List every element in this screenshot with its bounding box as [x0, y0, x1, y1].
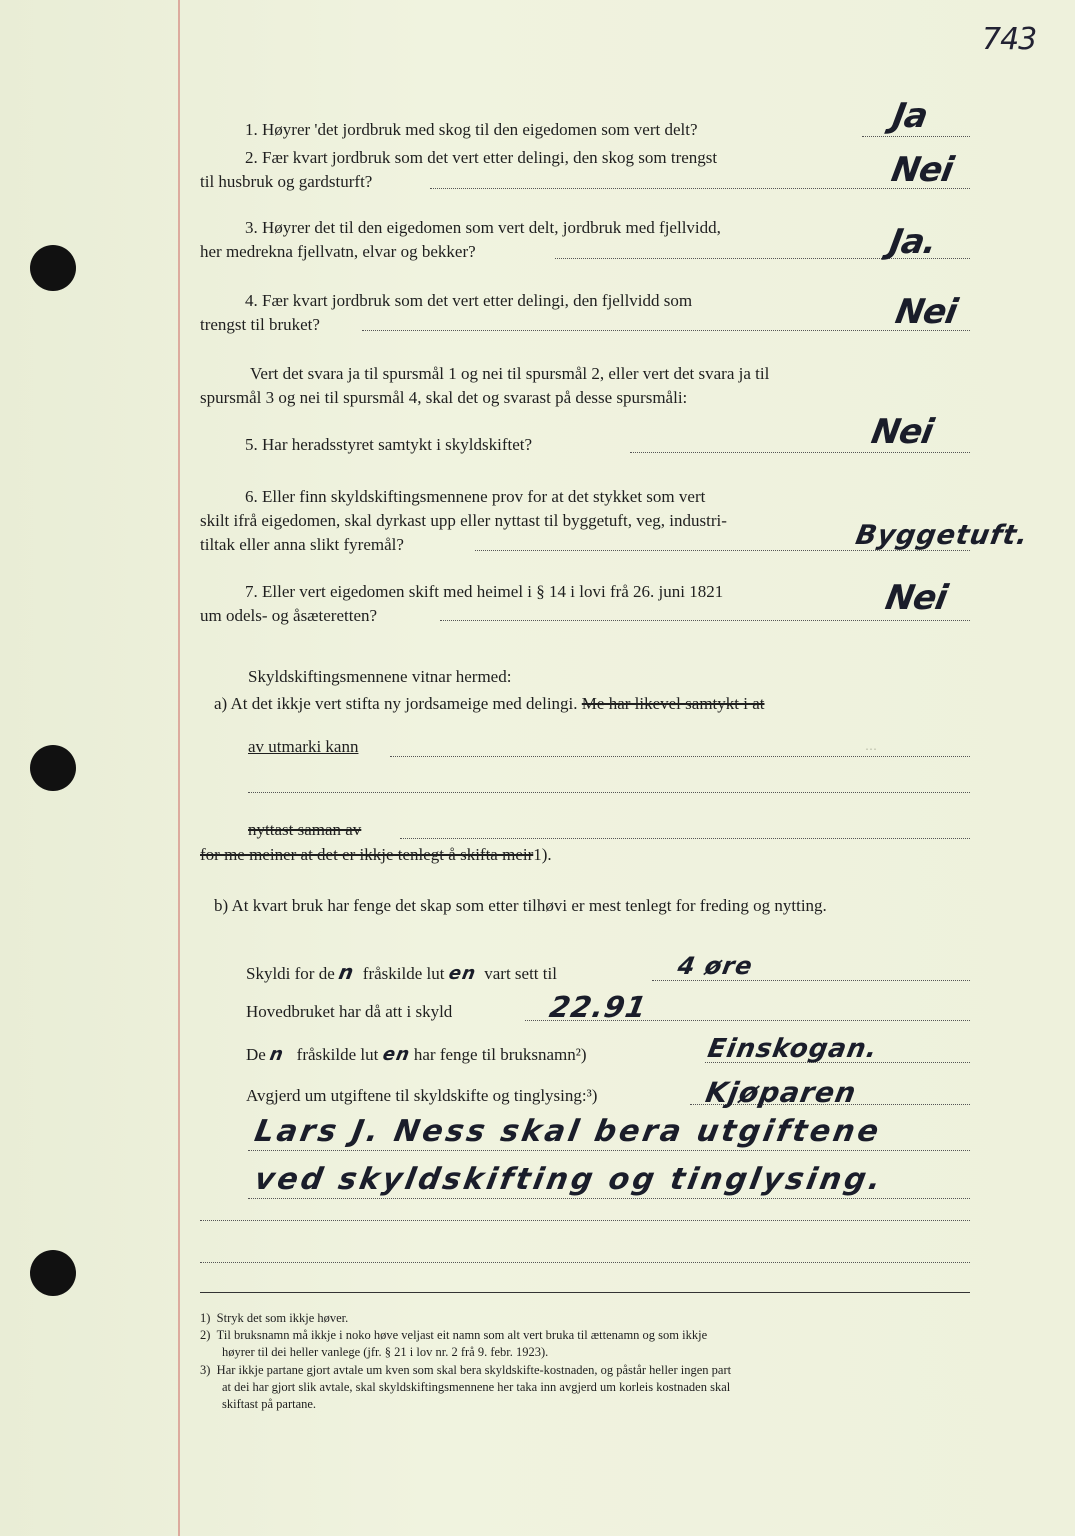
intro-text	[200, 362, 972, 410]
fill-line	[390, 756, 970, 757]
footnote-2	[200, 1327, 972, 1361]
witness-a-line2	[248, 737, 358, 757]
answer-5: Nei	[868, 412, 936, 452]
handwritten-entry: n	[268, 1044, 286, 1065]
margin-rule	[178, 0, 180, 1536]
question-line: 6. Eller finn skyldskiftingsmennene prov for at det stykket som vert	[245, 487, 706, 506]
footnote-text: skiftast på partane.	[222, 1397, 317, 1411]
answer-line	[630, 452, 970, 453]
fill-line	[652, 980, 970, 981]
footnote-text: høyrer til dei heller vanlege (jfr. § 21 i lov nr. 2 frå 9. febr. 1923).	[222, 1345, 549, 1359]
witness-a-line4	[200, 845, 552, 865]
field-label: Skyldi for de	[246, 964, 335, 983]
fill-line	[400, 838, 970, 839]
fill-line	[200, 1262, 970, 1263]
fill-line	[248, 1150, 970, 1151]
answer-3: Ja.	[886, 222, 940, 262]
answer-7: Nei	[882, 578, 950, 618]
punch-hole	[30, 745, 76, 791]
question-3	[200, 216, 860, 264]
fill-line	[248, 1198, 970, 1199]
intro-line: Vert det svara ja til spursmål 1 og nei til spursmål 2, eller vert det svara ja til	[250, 364, 770, 383]
field-label: De	[246, 1045, 266, 1064]
answer-1: Ja	[889, 96, 931, 136]
struck-text: Me har likevel samtykt i at	[581, 694, 765, 713]
question-line: 4. Fær kvart jordbruk som det vert etter delingi, den fjellvidd som	[245, 291, 693, 310]
skyld-row	[246, 960, 557, 984]
avgjerd-handwriting: Kjøparen	[703, 1076, 860, 1109]
question-1	[245, 118, 865, 142]
question-line: 1. Høyrer 'det jordbruk med skog til den eigedomen som vert delt?	[245, 120, 698, 139]
hovedbruk-value: 22.91	[547, 990, 650, 1024]
skyld-value: 4 øre	[675, 952, 756, 980]
witness-b: b) At kvart bruk har fenge det skap som etter tilhøvi er mest tenlegt for freding og nytting.	[214, 896, 827, 915]
fill-line	[248, 792, 970, 793]
answer-6: Byggetuft.	[853, 520, 1031, 551]
footnote-text: Stryk det som ikkje høver.	[216, 1311, 349, 1325]
question-line: her medrekna fjellvatn, elvar og bekker?	[200, 242, 476, 261]
field-label: har fenge til bruksnamn²)	[413, 1045, 587, 1064]
punch-hole	[30, 1250, 76, 1296]
handwritten-entry: n	[336, 960, 357, 984]
field-label: fråskilde lut	[362, 964, 445, 983]
question-line: um odels- og åsæteretten?	[200, 606, 378, 625]
punch-hole	[30, 245, 76, 291]
footnote-number: 3)	[200, 1363, 211, 1377]
question-line: skilt ifrå eigedomen, skal dyrkast upp eller nyttast til byggetuft, veg, industri-	[200, 511, 727, 530]
question-line: tiltak eller anna slikt fyremål?	[200, 535, 404, 554]
bruksnamn-value: Einskogan.	[705, 1034, 881, 1064]
avgjerd-label: Avgjerd um utgiftene til skyldskifte og tinglysing:³)	[246, 1086, 598, 1105]
question-2	[200, 146, 860, 194]
fill-line	[200, 1220, 970, 1221]
footnote-separator	[200, 1292, 970, 1293]
avgjerd-handwriting: Lars J. Ness skal bera utgiftene	[251, 1114, 885, 1149]
witness-a-text: a) At det ikkje vert stifta ny jordsameige med delingi.	[214, 694, 578, 713]
handwritten-entry: en	[380, 1044, 412, 1065]
witness-a	[214, 694, 764, 714]
question-5	[245, 433, 865, 457]
hovedbruk-label: Hovedbruket har då att i skyld	[246, 1002, 453, 1021]
struck-text: av utmarki kann	[248, 737, 359, 756]
footnote-ref: 1).	[533, 845, 552, 864]
page-number: 743	[982, 22, 1037, 57]
footnote-text: Til bruksnamn må ikkje i noko høve veljast eit namn som alt vert bruka til ættenamn og som ikkje	[216, 1328, 708, 1342]
handwritten-entry: en	[446, 963, 478, 984]
struck-text: nyttast saman av	[248, 820, 362, 839]
footnote-text: at dei har gjort slik avtale, skal skyldskiftingsmennene her taka inn avgjerd um korleis kostnaden skal	[222, 1380, 731, 1394]
answer-line	[362, 330, 970, 331]
question-line: 5. Har heradsstyret samtykt i skyldskiftet?	[245, 435, 533, 454]
intro-line: spursmål 3 og nei til spursmål 4, skal det og svarast på desse spursmåli:	[200, 388, 688, 407]
struck-text: for me meiner at det er ikkje tenlegt å skifta meir	[200, 845, 534, 864]
witness-a-line3	[248, 820, 361, 840]
question-line: 2. Fær kvart jordbruk som det vert etter delingi, den skog som trengst	[245, 148, 718, 167]
witness-heading: Skyldskiftingsmennene vitnar hermed:	[248, 667, 512, 686]
footnote-3	[200, 1362, 972, 1413]
answer-2: Nei	[888, 150, 956, 190]
footnote-number: 1)	[200, 1311, 211, 1325]
answer-line	[862, 136, 970, 137]
question-line: trengst til bruket?	[200, 315, 320, 334]
question-line: 7. Eller vert eigedomen skift med heimel i § 14 i lovi frå 26. juni 1821	[245, 582, 724, 601]
footnote-text: Har ikkje partane gjort avtale um kven som skal bera skyldskifte-kostnaden, og påstår heller ingen part	[216, 1363, 732, 1377]
field-label: fråskilde lut	[296, 1045, 379, 1064]
answer-line	[440, 620, 970, 621]
question-line: til husbruk og gardsturft?	[200, 172, 373, 191]
avgjerd-handwriting: ved skyldskifting og tinglysing.	[251, 1162, 887, 1197]
answer-4: Nei	[892, 292, 960, 332]
bleed-through-text: ⋯	[865, 742, 877, 756]
question-line: 3. Høyrer det til den eigedomen som vert delt, jordbruk med fjellvidd,	[245, 218, 721, 237]
namn-row	[246, 1044, 587, 1065]
footnote-1	[200, 1310, 972, 1327]
field-label: vart sett til	[484, 964, 557, 983]
question-6	[200, 485, 860, 557]
footnote-number: 2)	[200, 1328, 211, 1342]
